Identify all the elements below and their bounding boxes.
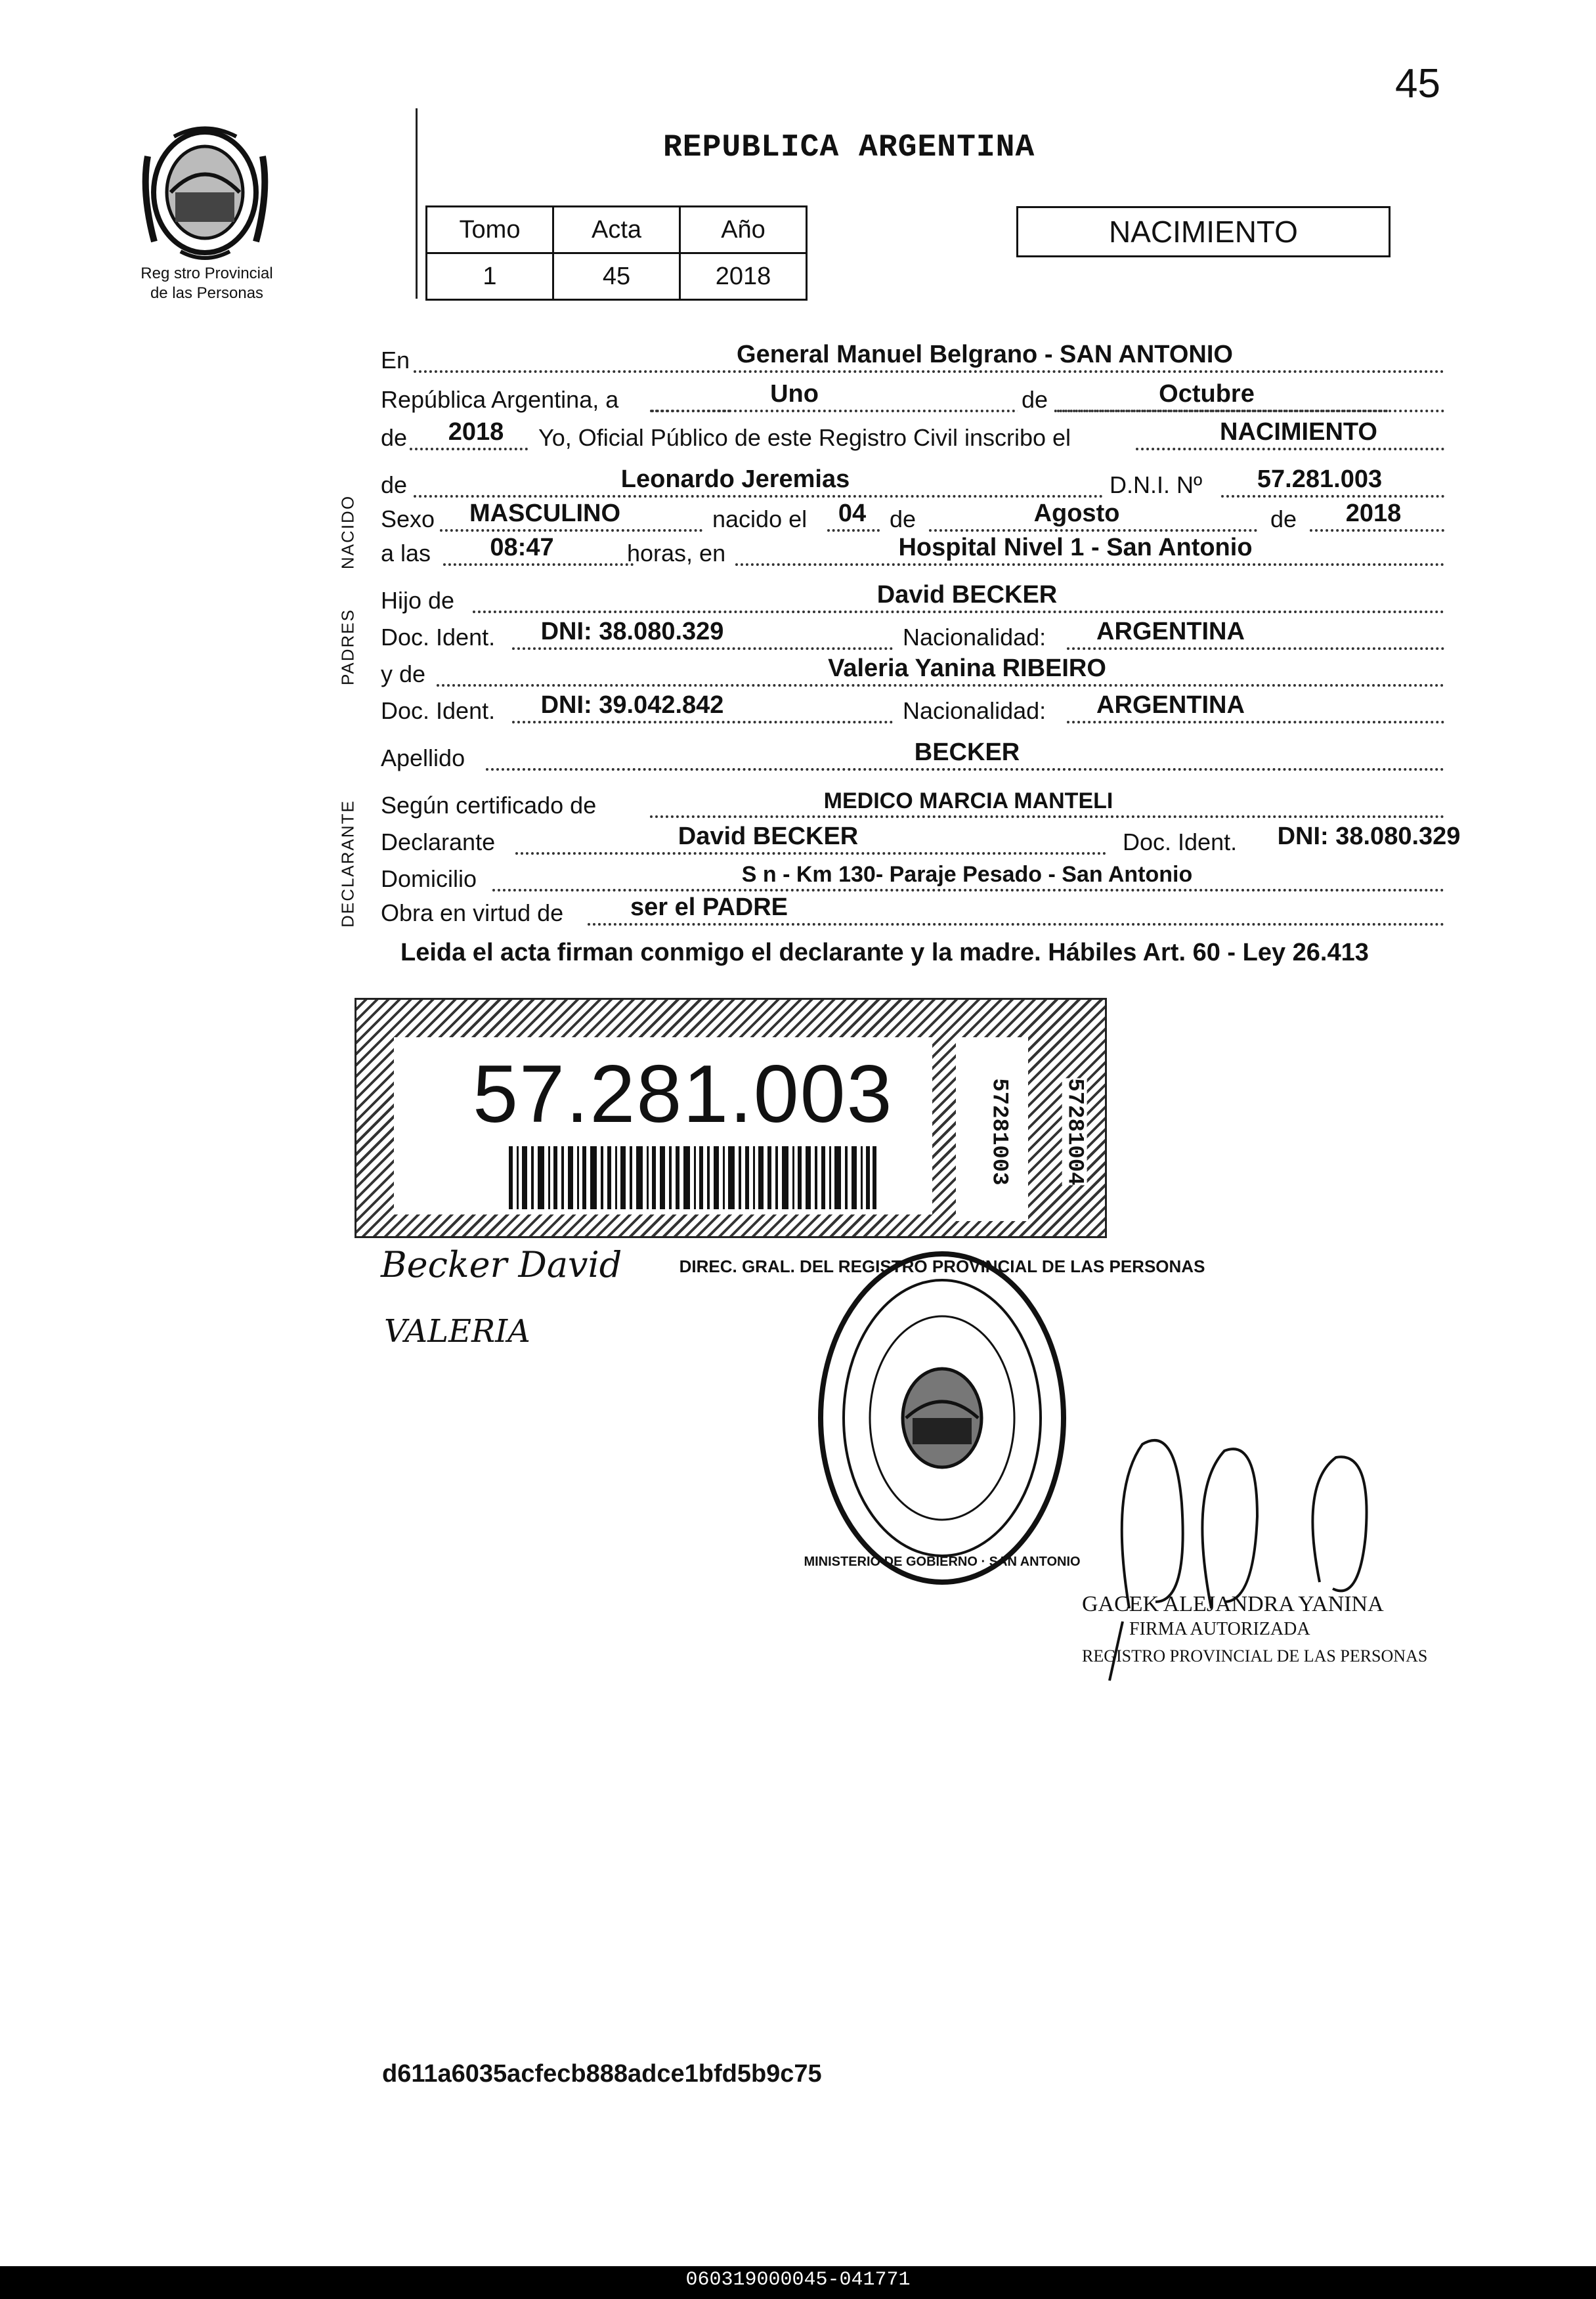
value-nac-anio: 2018 — [1345, 500, 1402, 527]
value-domicilio: S n - Km 130- Paraje Pesado - San Antonio — [741, 862, 1193, 887]
value-nac-dia: 04 — [838, 500, 867, 527]
row-hijo-de — [381, 580, 1457, 617]
official-org: REGISTRO PROVINCIAL DE LAS PERSONAS — [1082, 1646, 1428, 1665]
value-madre-nac: ARGENTINA — [1096, 691, 1245, 719]
value-sexo: MASCULINO — [469, 500, 621, 527]
label-y-de: y de — [381, 660, 426, 687]
page-title: REPUBLICA ARGENTINA — [663, 130, 1035, 165]
logo-caption: Reg stro Provincial de las Personas — [140, 265, 273, 302]
label-de-nombre: de — [381, 471, 408, 498]
row-inscripcion — [381, 418, 1457, 454]
value-dia: Uno — [770, 380, 819, 408]
table-value-tomo: 1 — [427, 253, 553, 300]
register-table — [425, 205, 808, 301]
value-declarante: David BECKER — [678, 823, 859, 850]
value-mes: Octubre — [1159, 380, 1255, 408]
row-sexo — [381, 499, 1457, 536]
official-role: FIRMA AUTORIZADA — [1129, 1619, 1310, 1639]
value-padre-nac: ARGENTINA — [1096, 618, 1245, 645]
label-nac-madre: Nacionalidad: — [903, 697, 1046, 724]
value-inscribo: NACIMIENTO — [1220, 418, 1377, 446]
label-apellido: Apellido — [381, 744, 465, 771]
table-header-tomo: Tomo — [427, 207, 553, 253]
side-label-padres: PADRES — [337, 609, 358, 685]
footer-code: 060319000045-041771 — [685, 2269, 911, 2291]
side-label-nacido: NACIDO — [337, 494, 358, 570]
official-seal — [679, 1247, 1205, 1589]
value-certificado: MEDICO MARCIA MANTELI — [823, 788, 1113, 813]
provincial-coat-of-arms-logo — [135, 117, 276, 274]
value-anio: 2018 — [448, 418, 504, 446]
label-nacido: nacido el — [712, 505, 808, 532]
label-de-anio-nac: de — [1270, 505, 1297, 532]
sticker-side-number-right: 57281004 — [1062, 1078, 1087, 1186]
label-de-anio: de — [381, 424, 408, 451]
value-lugar-registro: General Manuel Belgrano - SAN ANTONIO — [737, 341, 1233, 368]
label-doc-madre: Doc. Ident. — [381, 697, 496, 724]
value-nac-mes: Agosto — [1033, 500, 1120, 527]
label-dni: D.N.I. Nº — [1110, 471, 1203, 498]
value-declarante-doc: DNI: 38.080.329 — [1277, 823, 1461, 850]
label-de-mes: de — [890, 505, 917, 532]
value-nombre: Leonardo Jeremias — [620, 465, 850, 493]
label-horas-en: horas, en — [627, 540, 726, 567]
label-obra: Obra en virtud de — [381, 899, 564, 926]
label-en: En — [381, 347, 410, 374]
label-de: de — [1018, 386, 1052, 414]
signature-declarante: Becker David — [381, 1244, 622, 1285]
document-hash: d611a6035acfecb888adce1bfd5b9c75 — [382, 2060, 822, 2088]
value-madre: Valeria Yanina RIBEIRO — [828, 655, 1106, 682]
label-doc-declarante: Doc. Ident. — [1123, 828, 1238, 855]
value-madre-doc: DNI: 39.042.842 — [540, 691, 724, 719]
row-padre-doc — [381, 617, 1457, 654]
record-type-box: NACIMIENTO — [1016, 206, 1391, 257]
value-padre: David BECKER — [876, 581, 1058, 609]
label-declarante: Declarante — [381, 828, 496, 855]
label-a-las: a las — [381, 540, 431, 567]
seal-ring-text: DIREC. GRAL. DEL REGISTRO PROVINCIAL DE LAS PERSONAS — [679, 1257, 1205, 1276]
table-header-anio: Año — [680, 207, 807, 253]
label-nac-padre: Nacionalidad: — [903, 624, 1046, 651]
side-label-declarante: DECLARANTE — [337, 800, 358, 928]
barcode — [509, 1146, 876, 1209]
row-nombre — [381, 465, 1457, 502]
closing-statement: Leida el acta firman conmigo el declarante y la madre. Hábiles Art. 60 - Ley 26.413 — [400, 939, 1369, 966]
row-en — [381, 340, 1457, 377]
label-yo-oficial: Yo, Oficial Público de este Registro Civil inscribo el — [538, 424, 1071, 451]
row-domicilio — [381, 859, 1457, 895]
signature-madre: VALERIA — [384, 1313, 530, 1350]
label-hijo-de: Hijo de — [381, 587, 455, 614]
value-obra: ser el PADRE — [630, 893, 788, 921]
row-y-de — [381, 654, 1457, 691]
value-apellido: BECKER — [914, 739, 1020, 766]
table-header-acta: Acta — [553, 207, 680, 253]
label-domicilio: Domicilio — [381, 865, 477, 892]
seal-inner-text: MINISTERIO DE GOBIERNO · SAN ANTONIO — [804, 1555, 1081, 1569]
table-value-anio: 2018 — [680, 253, 807, 300]
table-value-acta: 45 — [553, 253, 680, 300]
row-hora — [381, 533, 1457, 570]
value-dni: 57.281.003 — [1257, 465, 1383, 493]
value-hora: 08:47 — [490, 534, 554, 561]
sticker-side-number-left: 57281003 — [986, 1078, 1012, 1186]
row-madre-doc — [381, 691, 1457, 727]
value-lugar-nacimiento: Hospital Nivel 1 - San Antonio — [898, 534, 1253, 561]
value-padre-doc: DNI: 38.080.329 — [540, 618, 724, 645]
label-certificado: Según certificado de — [381, 792, 597, 819]
official-name: GACEK ALEJANDRA YANINA — [1082, 1592, 1384, 1616]
label-republica: República Argentina, a — [381, 386, 619, 413]
header-divider — [416, 108, 418, 299]
row-obra — [381, 893, 1457, 930]
label-sexo: Sexo — [381, 505, 435, 532]
label-doc-padre: Doc. Ident. — [381, 624, 496, 651]
row-declarante — [381, 822, 1461, 859]
row-apellido — [381, 738, 1457, 775]
sticker-number: 57.281.003 — [473, 1049, 894, 1140]
page-number: 45 — [1395, 61, 1440, 106]
row-fecha — [381, 379, 1457, 416]
row-certificado — [381, 785, 1457, 822]
